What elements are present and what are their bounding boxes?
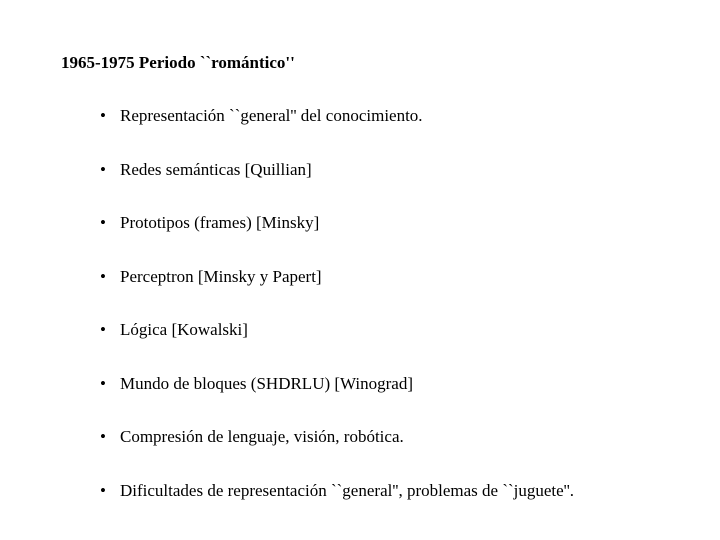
bullet-icon: • <box>100 159 106 179</box>
bullet-icon: • <box>100 480 106 500</box>
bullet-text: Lógica [Kowalski] <box>120 320 248 339</box>
bullet-text: Compresión de lenguaje, visión, robótica. <box>120 427 404 446</box>
bullet-icon: • <box>100 106 106 125</box>
bullet-icon: • <box>100 320 106 339</box>
bullet-text: Prototipos (frames) [Minsky] <box>120 213 320 232</box>
slide-title: 1965-1975 Periodo ``romántico'' <box>61 53 295 72</box>
bullet-icon: • <box>100 373 106 393</box>
bullet-text: Representación ``general'' del conocimiento. <box>120 106 423 125</box>
bullet-icon: • <box>100 213 106 232</box>
bullet-text: Mundo de bloques (SHDRLU) [Winograd] <box>120 373 413 393</box>
bullet-icon: • <box>100 427 106 446</box>
bullet-icon: • <box>100 266 106 286</box>
bullet-text: Dificultades de representación ``general'', problemas de ``juguete''. <box>120 480 575 500</box>
bullet-text: Redes semánticas [Quillian] <box>120 159 312 179</box>
bullet-text: Perceptron [Minsky y Papert] <box>120 266 322 286</box>
